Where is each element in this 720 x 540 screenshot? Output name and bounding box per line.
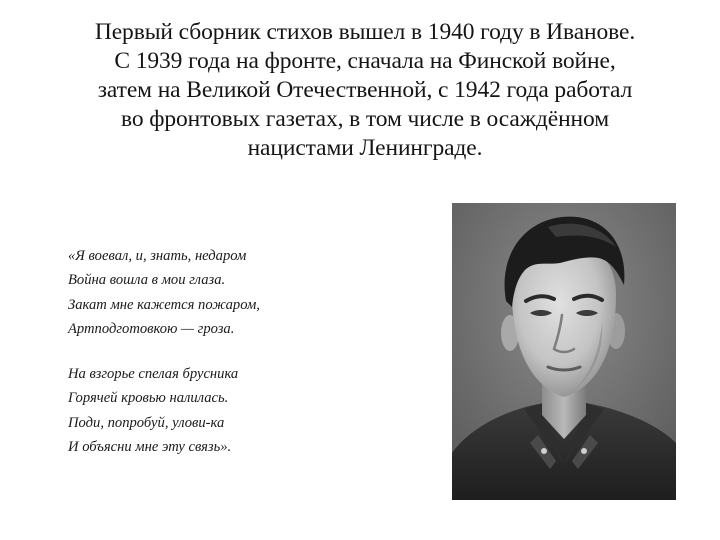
poem-quote: [68, 244, 398, 480]
verse-line: Поди, попробуй, улови-ка: [68, 414, 225, 431]
verse-line: «Я воевал, и, знать, недаром: [68, 248, 247, 264]
verse-line: Закат мне кажется пожаром,: [68, 296, 260, 313]
verse-line: На взгорье спелая брусника: [68, 366, 239, 383]
biography-text: [20, 18, 710, 163]
collar-insignia-icon: [541, 448, 547, 454]
biography-line: Первый сборник стихов вышел в 1940 году в Иванове.: [94, 19, 636, 45]
verse-line: И объясни мне эту связь».: [68, 439, 232, 456]
portrait-photo: [452, 203, 676, 500]
verse-line: Война вошла в мои глаза.: [68, 272, 226, 289]
collar-insignia-icon: [581, 448, 587, 454]
biography-line: С 1939 года на фронте, сначала на Финской войне,: [114, 48, 616, 74]
biography-line: нацистами Ленинграде.: [247, 135, 483, 161]
portrait-illustration: [452, 203, 676, 500]
biography-line: во фронтовых газетах, в том числе в осаждённом: [121, 106, 609, 132]
verse-line: Горячей кровью налилась.: [68, 390, 229, 407]
poem-stanza-2: [68, 362, 398, 459]
biography-line: затем на Великой Отечественной, с 1942 года работал: [97, 77, 633, 103]
verse-line: Артподготовкою — гроза.: [68, 320, 235, 337]
poem-stanza-1: [68, 244, 398, 341]
